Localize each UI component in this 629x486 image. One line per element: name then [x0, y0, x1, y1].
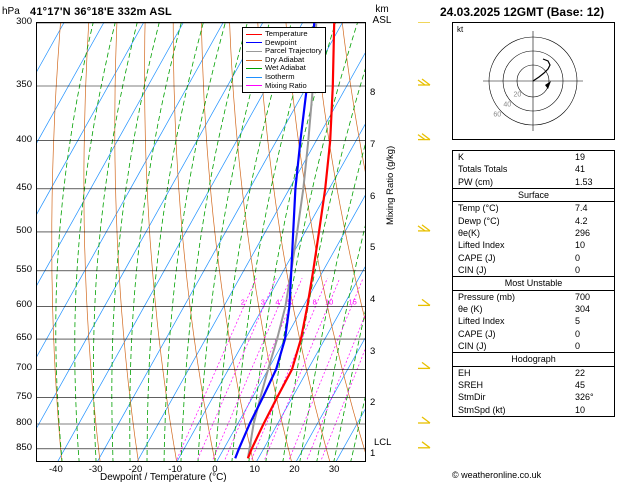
legend-label: Wet Adiabat [265, 63, 306, 73]
indices-row [453, 391, 614, 403]
hodograph-label: EH [458, 367, 471, 378]
unstable-value: 700 [575, 291, 591, 302]
wind-barb-svg [404, 22, 448, 474]
index-value: 1.53 [575, 176, 593, 187]
unstable-label: Lifted Index [458, 316, 505, 327]
unstable-label: CAPE (J) [458, 328, 496, 339]
surface-label: CAPE (J) [458, 252, 496, 263]
indices-row [453, 404, 614, 416]
indices-row [453, 151, 614, 163]
legend-label: Dewpoint [265, 37, 297, 47]
temperature-tick-label: 0 [212, 464, 218, 475]
height-tick-label: 8 [370, 87, 376, 99]
unstable-label: Pressure (mb) [458, 291, 516, 302]
pressure-tick-label: 550 [16, 263, 32, 275]
temperature-tick-label: -10 [168, 464, 183, 475]
pressure-tick-label: 350 [16, 79, 32, 91]
temperature-tick-label: 10 [249, 464, 260, 475]
legend-swatch [246, 68, 262, 69]
hodograph-unit-label: kt [457, 25, 464, 34]
pressure-tick-label: 850 [16, 441, 32, 453]
hodograph-trace [533, 59, 550, 81]
surface-label: CIN (J) [458, 264, 487, 275]
index-value: 19 [575, 152, 586, 162]
indices-panel [452, 150, 615, 417]
legend-swatch [246, 60, 262, 61]
indices-row [453, 291, 614, 303]
hodograph-value: 45 [575, 379, 586, 390]
plot-legend [242, 27, 326, 93]
wind-barb-column [404, 22, 448, 474]
pressure-axis-title: hPa [2, 6, 20, 17]
hodograph-ring-label: 40 [503, 101, 512, 109]
unstable-value: 5 [575, 316, 581, 327]
surface-label: Temp (°C) [458, 203, 499, 214]
legend-swatch [246, 77, 262, 78]
legend-label: Isotherm [265, 71, 295, 81]
pressure-tick-label: 700 [16, 362, 32, 374]
surface-section-title: Surface [453, 188, 614, 203]
svg-text:3: 3 [260, 297, 265, 307]
legend-swatch [246, 42, 262, 43]
unstable-label: θe (K) [458, 303, 483, 314]
legend-label: Dry Adiabat [265, 54, 305, 64]
indices-row [453, 239, 614, 251]
indices-row [453, 379, 614, 391]
surface-value: 0 [575, 264, 581, 275]
indices-row [453, 264, 614, 276]
indices-row [453, 163, 614, 175]
indices-row [453, 367, 614, 379]
x-axis-title: Dewpoint / Temperature (°C) [100, 472, 227, 483]
indices-row [453, 176, 614, 188]
km-label: km [375, 4, 389, 15]
run-time-title: 24.03.2025 12GMT (Base: 12) [440, 5, 605, 19]
surface-label: θe(K) [458, 227, 481, 238]
height-tick-label: 2 [370, 397, 376, 409]
indices-row [453, 340, 614, 352]
height-tick-label: 1 [370, 447, 376, 459]
svg-text:8: 8 [312, 297, 317, 307]
hodograph-ring-label: 20 [513, 91, 522, 99]
temperature-tick-label: -20 [128, 464, 143, 475]
index-value: 41 [575, 164, 586, 175]
pressure-tick-label: 800 [16, 417, 32, 429]
surface-value: 7.4 [575, 203, 588, 214]
unstable-value: 304 [575, 303, 591, 314]
temperature-tick-label: 20 [289, 464, 300, 475]
hodograph-ring-label: 60 [493, 111, 502, 119]
hodograph-label: StmDir [458, 392, 486, 403]
svg-text:2: 2 [240, 297, 245, 307]
lcl-label: LCL [374, 437, 392, 448]
surface-value: 10 [575, 240, 586, 251]
svg-text:5: 5 [287, 297, 292, 307]
height-tick-label: 6 [370, 190, 376, 202]
svg-text:4: 4 [275, 297, 280, 307]
legend-label: Parcel Trajectory [265, 46, 322, 56]
temperature-tick-label: 30 [328, 464, 340, 475]
hodograph-svg [453, 23, 614, 139]
temperature-tick-label: -40 [49, 464, 63, 475]
station-title: 41°17'N 36°18'E 332m ASL [30, 6, 172, 18]
surface-label: Dewp (°C) [458, 215, 500, 226]
hodograph-value: 10 [575, 404, 586, 415]
unstable-value: 0 [575, 340, 581, 351]
hodograph-value: 22 [575, 367, 586, 378]
svg-text:10: 10 [325, 297, 334, 307]
pressure-tick-label: 750 [16, 390, 32, 402]
height-tick-label: 5 [370, 242, 376, 254]
legend-label: Temperature [265, 29, 308, 38]
surface-value: 4.2 [575, 215, 588, 226]
legend-swatch [246, 85, 262, 86]
pressure-tick-label: 650 [16, 332, 32, 344]
mixing-ratio-axis-title: Mixing Ratio (g/kg) [385, 145, 396, 225]
indices-row [453, 303, 614, 315]
hodograph-section-title: Hodograph [453, 352, 614, 367]
index-label: K [458, 152, 465, 162]
hodograph-value: 326° [575, 392, 594, 403]
legend-swatch [246, 51, 262, 52]
height-tick-label: 4 [370, 293, 376, 305]
unstable-label: CIN (J) [458, 340, 487, 351]
unstable-value: 0 [575, 328, 581, 339]
pressure-tick-label: 400 [16, 133, 32, 145]
height-axis-title [368, 4, 396, 26]
indices-row [453, 252, 614, 264]
pressure-tick-label: 450 [16, 181, 32, 193]
temperature-tick-label: -30 [88, 464, 103, 475]
pressure-tick-label: 500 [16, 224, 32, 236]
pressure-tick-label: 300 [16, 16, 32, 27]
hodograph-storm-marker [545, 81, 551, 89]
surface-value: 0 [575, 252, 581, 263]
indices-row [453, 328, 614, 340]
hodograph-ring-labels [493, 92, 521, 119]
indices-row [453, 227, 614, 239]
surface-value: 296 [575, 227, 591, 238]
asl-label: ASL [372, 15, 392, 26]
most-unstable-section-title: Most Unstable [453, 276, 614, 291]
height-tick-label: 7 [370, 138, 376, 150]
indices-row [453, 215, 614, 227]
hodograph-label: StmSpd (kt) [458, 404, 506, 415]
index-label: Totals Totals [458, 164, 508, 175]
index-label: PW (cm) [458, 176, 493, 187]
height-tick-label: 3 [370, 345, 376, 357]
surface-label: Lifted Index [458, 240, 505, 251]
legend-label: Mixing Ratio [265, 80, 307, 90]
hodograph-label: SREH [458, 379, 484, 390]
pressure-tick-label: 600 [16, 299, 32, 311]
indices-row [453, 315, 614, 327]
indices-row [453, 202, 614, 214]
svg-text:15: 15 [348, 297, 357, 307]
legend-item [246, 82, 322, 91]
hodograph-panel [452, 22, 615, 140]
legend-swatch [246, 34, 262, 35]
copyright-text: © weatheronline.co.uk [452, 470, 542, 480]
